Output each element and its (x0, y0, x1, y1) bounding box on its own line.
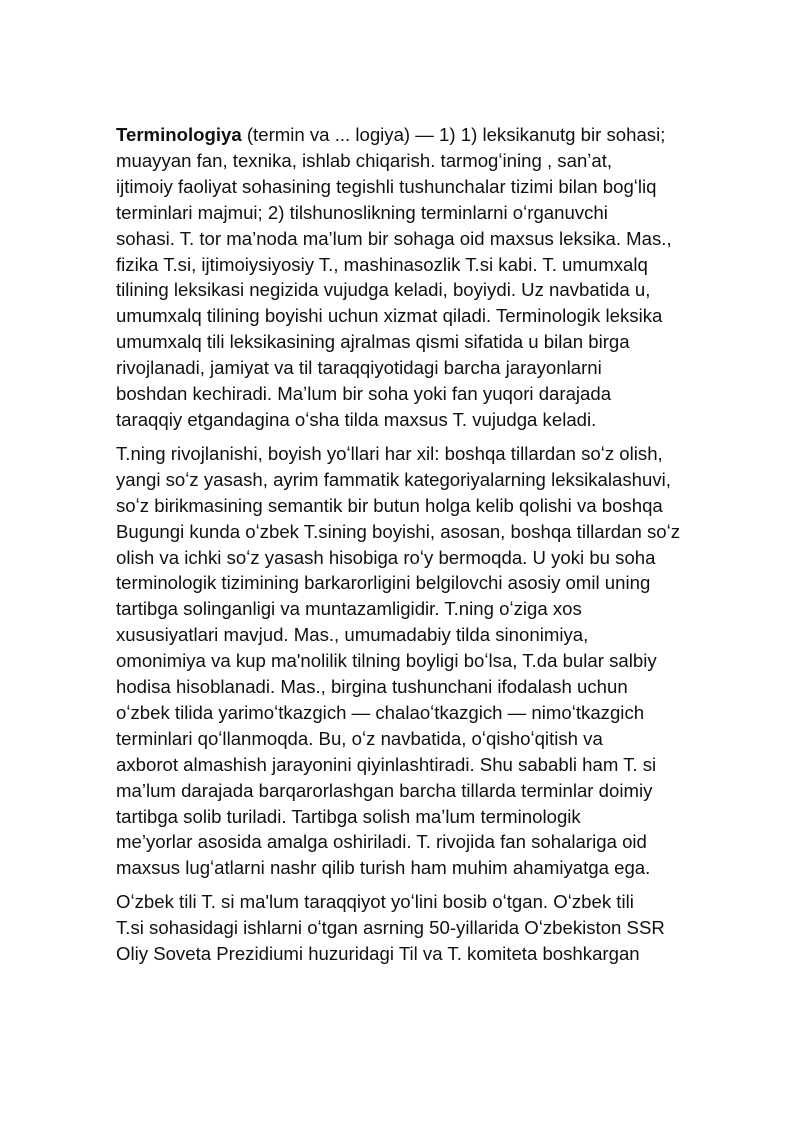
text-line: ma’lum darajada barqarorlashgan barcha tillarda terminlar doimiy (116, 779, 653, 801)
text-line: tilining leksikasi negizida vujudga keladi, boyiydi. Uz navbatida u, (116, 279, 651, 301)
text-line: axborot almashish jarayonini qiyinlashtiradi. Shu sababli ham T. si (116, 753, 657, 775)
text-line-content: (termin va ... logiya) — 1) 1) leksikanutg bir sohasi; (241, 124, 666, 145)
text-line: yangi soʻz yasash, ayrim fammatik kategoriyalarning leksikalashuvi, (116, 468, 671, 490)
text-line: tartibga solib turiladi. Tartibga solish maʼlum terminologik (116, 805, 581, 827)
text-line: T.si sohasidagi ishlarni oʻtgan asrning 50-yillarida Oʻzbekiston SSR (116, 917, 665, 939)
text-line: olish va ichki soʻz yasash hisobiga roʻy bermoqda. U yoki bu soha (116, 546, 656, 568)
text-line: oʻzbek tilida yarimoʻtkazgich — chalaoʻtkazgich — nimoʻtkazgich (116, 701, 645, 723)
text-line: terminologik tizimining barkarorligini belgilovchi asosiy omil uning (116, 572, 651, 594)
text-line: rivojlanadi, jamiyat va til taraqqiyotidagi barcha jarayonlarni (116, 357, 602, 379)
paragraph-definition (116, 122, 726, 433)
text-line: Oʻzbek tili T. si ma'lum taraqqiyot yoʻlini bosib oʻtgan. Oʻzbek tili (116, 891, 634, 913)
text-line: taraqqiy etgandagina oʻsha tilda maxsus T. vujudga keladi. (116, 408, 597, 430)
document-page (116, 122, 726, 975)
text-line: fizika T.si, ijtimoiysiyosiy T., mashinasozlik T.si kabi. T. umumxalq (116, 253, 648, 275)
lead-term: Terminologiya (116, 124, 242, 145)
text-line: terminlari qoʻllanmoqda. Bu, oʻz navbatida, oʻqishoʻqitish va (116, 727, 603, 749)
paragraph-history (116, 889, 726, 967)
text-line: umumxalq tili leksikasining ajralmas qismi sifatida u bilan birga (116, 331, 630, 353)
text-line: me’yorlar asosida amalga oshiriladi. T. rivojida fan sohalariga oid (116, 831, 647, 853)
text-line: hodisa hisoblanadi. Mas., birgina tushunchani ifodalash uchun (116, 676, 628, 698)
text-line: ijtimoiy faoliyat sohasining tegishli tushunchalar tizimi bilan bogʻliq (116, 175, 657, 197)
text-line: tartibga solinganligi va muntazamligidir. T.ning oʻziga xos (116, 598, 582, 620)
text-line (116, 122, 726, 148)
text-line: Oliy Soveta Prezidiumi huzuridagi Til va T. komiteta boshkargan (116, 943, 640, 965)
text-line: omonimiya va kup ma'nolilik tilning boyligi boʻlsa, T.da bular salbiy (116, 650, 657, 672)
text-line: xususiyatlari mavjud. Mas., umumadabiy tilda sinonimiya, (116, 624, 589, 646)
text-line: T.ning rivojlanishi, boyish yoʻllari har xil: boshqa tillardan soʻz olish, (116, 442, 663, 464)
text-line: sohasi. T. tor ma’noda ma’lum bir sohaga oid maxsus leksika. Mas., (116, 227, 672, 249)
text-line: boshdan kechiradi. Maʼlum bir soha yoki fan yuqori darajada (116, 383, 612, 405)
text-line: umumxalq tilining boyishi uchun xizmat qiladi. Terminologik leksika (116, 305, 663, 327)
text-line: muayyan fan, texnika, ishlab chiqarish. tarmogʻining , sanʼat, (116, 149, 613, 171)
text-line: soʻz birikmasining semantik bir butun holga kelib qolishi va boshqa (116, 494, 663, 516)
text-line: maxsus lugʻatlarni nashr qilib turish ham muhim ahamiyatga ega. (116, 857, 651, 879)
text-line: terminlari majmui; 2) tilshunoslikning terminlarni oʻrganuvchi (116, 201, 608, 223)
text-line: Bugungi kunda oʻzbek T.sining boyishi, asosan, boshqa tillardan soʻz (116, 520, 681, 542)
paragraph-development (116, 441, 726, 881)
